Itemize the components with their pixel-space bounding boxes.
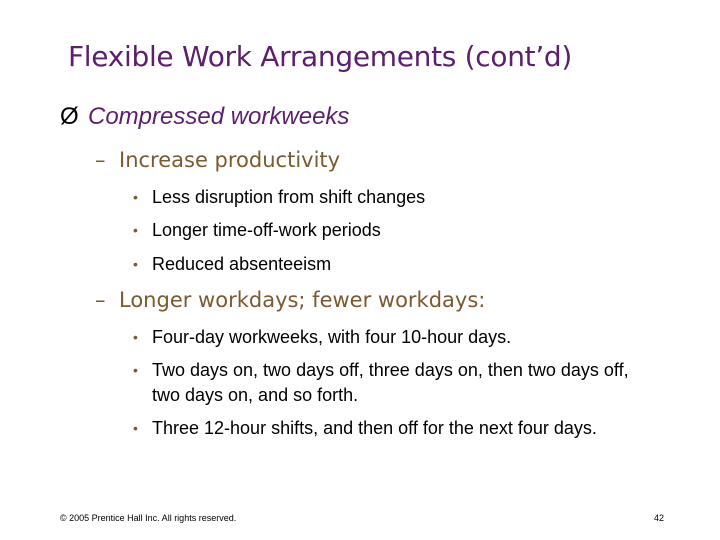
main-bullet (60, 103, 349, 131)
arrow-bullet-icon: Ø (60, 103, 79, 130)
list-item (133, 325, 673, 350)
list-item (133, 252, 673, 277)
bullet-icon: • (133, 362, 138, 378)
bullet-icon: • (133, 256, 138, 272)
list-item-text: Three 12-hour shifts, and then off for the next four days. (152, 418, 597, 438)
list-item-text: Less disruption from shift changes (152, 187, 426, 207)
section-heading-text: Increase productivity (119, 148, 341, 172)
bullet-icon: • (133, 329, 138, 345)
copyright-notice: © 2005 Prentice Hall Inc. All rights reserved. (60, 513, 237, 523)
dash-bullet-icon: – (95, 148, 106, 172)
list-item (133, 358, 653, 408)
list-item-text: Two days on, two days off, three days on, then two days off, two days on, and so forth. (152, 360, 629, 405)
list-item-text: Reduced absenteeism (152, 254, 332, 274)
slide-title: Flexible Work Arrangements (cont’d) (68, 40, 573, 73)
section-heading-text: Longer workdays; fewer workdays: (119, 288, 486, 312)
list-item (133, 218, 673, 243)
bullet-icon: • (133, 420, 138, 436)
list-item (133, 185, 673, 210)
bullet-icon: • (133, 222, 138, 238)
bullet-icon: • (133, 189, 138, 205)
page-number: 42 (654, 513, 665, 523)
list-item-text: Four-day workweeks, with four 10-hour days. (152, 327, 512, 347)
dash-bullet-icon: – (95, 288, 106, 312)
main-bullet-text: Compressed workweeks (88, 103, 350, 130)
section-heading (95, 148, 340, 172)
section-heading (95, 288, 485, 312)
list-item (133, 416, 673, 441)
list-item-text: Longer time-off-work periods (152, 220, 381, 240)
